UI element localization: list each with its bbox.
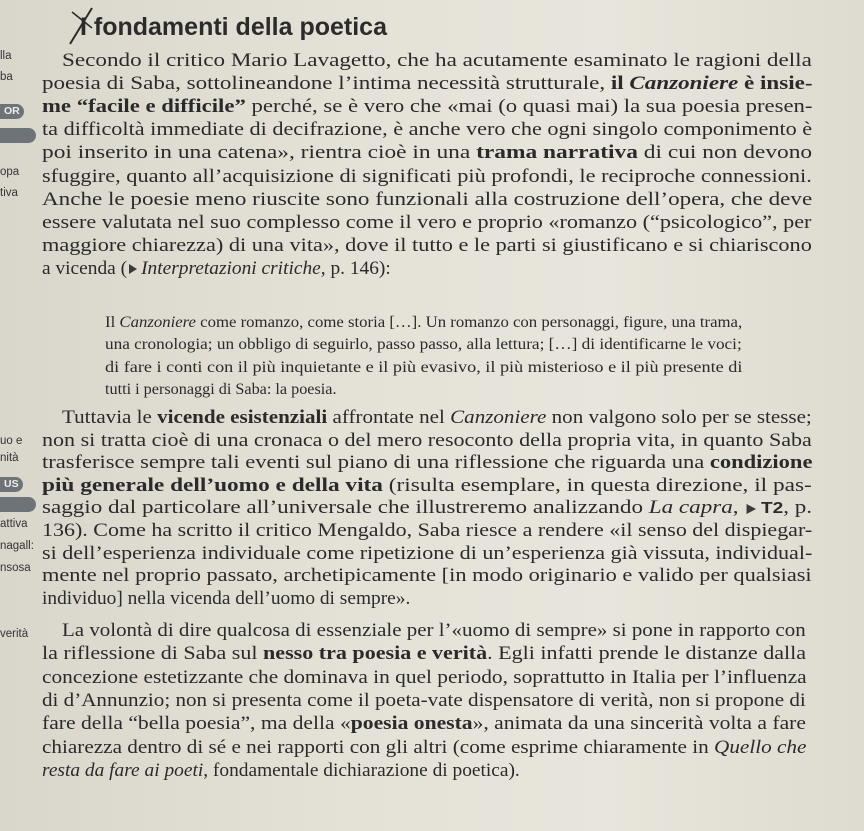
text-run: nesso tra poesia e verità xyxy=(263,643,488,665)
text-run: Secondo il critico Mario Lavagetto, che ha acutamente esaminato le ragioni della xyxy=(62,50,812,71)
text-run: non valgono solo per se stesse; xyxy=(546,407,812,428)
margin-note: attiva xyxy=(0,518,28,530)
paragraph-line xyxy=(42,235,812,257)
text-run: come romanzo, come storia […]. Un romanzo con personaggi, figure, una trama, xyxy=(195,313,743,331)
text-run: Canzoniere xyxy=(119,313,196,331)
text-run: La capra xyxy=(648,497,733,519)
text-run: affrontate nel xyxy=(327,407,451,428)
text-run: T2 xyxy=(760,500,784,518)
paragraph-line xyxy=(62,620,806,642)
paragraph-line xyxy=(42,543,812,565)
text-run: , fondamentale dichiarazione di poetica). xyxy=(203,759,520,781)
text-run: La volontà di dire qualcosa di essenziale per l’«uomo di sempre» si pone in rapporto con xyxy=(62,620,806,641)
margin-note: nsosa xyxy=(0,562,31,574)
paragraph-line xyxy=(42,588,410,610)
text-run: chiarezza dentro di sé e nei rapporti con gli altri (come esprime chiaramente in xyxy=(42,736,715,758)
paragraph-line xyxy=(42,690,806,712)
text-run: condizione xyxy=(709,452,813,474)
text-run: Interpretazioni critiche xyxy=(141,257,321,279)
text-run: di d’Annunzio; non si presenta come il poeta-vate dispensatore di verità, non si propone di xyxy=(42,689,806,711)
text-run: . Egli infatti prende le distanze dalla xyxy=(487,643,807,665)
margin-note: verità xyxy=(0,628,29,640)
paragraph-line xyxy=(42,713,806,735)
text-run: Canzoniere xyxy=(629,73,739,95)
text-run: Il xyxy=(105,313,120,331)
text-run: vicende esistenziali xyxy=(157,407,328,428)
cross-reference-arrow-icon xyxy=(129,264,137,274)
text-run: non si tratta cioè di una cronaca o del mero resoconto della propria vita, in quanto Saba xyxy=(42,429,812,451)
text-run: 136). Come ha scritto il critico Mengaldo, Saba riesce a rendere «il senso del dispiegar- xyxy=(42,520,813,541)
text-run: poi inserito in una catena», rientra cioè in una xyxy=(42,142,477,164)
paragraph-line xyxy=(42,667,807,689)
paragraph-line xyxy=(42,258,391,280)
text-run: tutti i personaggi di Saba: la poesia. xyxy=(105,379,337,398)
margin-note: lla xyxy=(0,50,12,62)
quote-line xyxy=(105,357,742,377)
paragraph-line xyxy=(42,212,811,234)
text-run: la riflessione di Saba sul xyxy=(42,643,264,665)
text-run: Canzoniere xyxy=(450,407,547,428)
paragraph-line xyxy=(42,475,812,497)
margin-note: opa xyxy=(0,166,20,178)
margin-note: tiva xyxy=(0,187,18,199)
margin-note: nità xyxy=(0,452,19,464)
section-title: I fondamenti della poetica xyxy=(80,13,387,41)
text-run: essere valutata nel suo complesso come il vero e proprio «romanzo (“psicologico”, per xyxy=(42,211,812,233)
paragraph-line xyxy=(42,96,812,118)
margin-badge: OR xyxy=(0,104,24,119)
paragraph-line xyxy=(42,430,812,452)
text-run: poesia di Saba, sottolineandone l’intima necessità strutturale, xyxy=(42,73,611,95)
quote-line xyxy=(105,312,742,332)
margin-notes xyxy=(0,0,42,831)
margin-note: ba xyxy=(0,71,13,83)
text-run: concezione estetizzante che dominava in quel periodo, soprattutto in Italia per l’influenza xyxy=(42,666,807,688)
text-run: individuo] nella vicenda dell’uomo di sempre». xyxy=(42,587,411,609)
paragraph-line xyxy=(42,643,806,665)
text-run: a vicenda ( xyxy=(42,257,128,279)
paragraph-line xyxy=(42,737,806,759)
paragraph-line xyxy=(62,50,812,72)
text-run: si dell’esperienza individuale come ripetizione di un’esperienza già vissuta, individual- xyxy=(42,542,813,564)
paragraph-line xyxy=(42,497,812,520)
paragraph-line xyxy=(42,565,812,587)
paragraph-line xyxy=(42,73,813,95)
paragraph-line xyxy=(42,119,812,141)
text-run: resta da fare ai poeti xyxy=(42,759,204,781)
text-run: saggio dal particolare all’universale che illustreremo analizzando xyxy=(42,497,649,519)
paragraph-line xyxy=(42,166,812,188)
margin-badge: US xyxy=(0,477,23,492)
paragraph-line xyxy=(42,520,812,542)
text-run: me “facile e difficile” xyxy=(42,96,246,118)
paragraph-line xyxy=(42,452,812,474)
margin-badge xyxy=(0,128,36,143)
text-run: Anche le poesie meno riuscite sono funzionali alla costruzione dell’opera, che deve xyxy=(42,188,813,210)
margin-badge xyxy=(0,497,36,512)
text-run: trama narrativa xyxy=(476,142,638,164)
quote-line xyxy=(105,379,337,399)
paragraph-line xyxy=(62,407,812,429)
quote-line xyxy=(105,334,742,354)
text-run: sfuggire, quanto all’acquisizione di significati più profondi, le reciproche connessioni. xyxy=(42,165,812,187)
text-run: fare della “bella poesia”, ma della « xyxy=(42,713,351,735)
margin-note: nagall: xyxy=(0,540,34,552)
text-run: perché, se è vero che «mai (o quasi mai) la sua poesia presen- xyxy=(245,96,813,118)
text-run: , p. xyxy=(783,497,813,519)
text-run: più generale dell’uomo e della vita xyxy=(42,474,383,496)
text-run: (risulta esemplare, in questa direzione, il pas- xyxy=(382,474,812,496)
text-run: di fare i conti con il più inquietante e il più evasivo, il più misterioso e il più presente di xyxy=(105,357,743,376)
text-run: trasferisce sempre tali eventi sul piano di una riflessione che riguarda una xyxy=(42,452,710,474)
text-run: », animata da una sincerità volta a fare xyxy=(472,713,806,735)
paragraph-line xyxy=(42,760,520,782)
text-run: mente nel proprio passato, archetipicamente [in modo originario e valido per qualsiasi xyxy=(42,565,812,587)
text-run: Tuttavia le xyxy=(62,407,158,428)
cross-reference-arrow-icon xyxy=(747,504,757,514)
text-run: una cronologia; un obbligo di seguirlo, passo passo, alla lettura; […] di identificarne le voci; xyxy=(105,335,742,354)
paragraph-line xyxy=(42,189,812,211)
text-run: , xyxy=(732,497,745,519)
text-run: Quello che xyxy=(714,736,807,758)
text-run: ta difficoltà immediate di decifrazione, è anche vero che ogni singolo componimento è xyxy=(42,119,813,141)
text-run: di cui non devono xyxy=(637,142,813,164)
text-run: poesia onesta xyxy=(350,713,473,735)
margin-note: uo e xyxy=(0,435,23,447)
text-run: maggiore chiarezza) di una vita», dove il tutto e le parti si giustificano e si chiariscono xyxy=(42,234,812,256)
text-run: , p. 146): xyxy=(320,257,391,279)
paragraph-line xyxy=(42,142,812,164)
text-run: è insie- xyxy=(738,73,813,95)
text-run: il xyxy=(610,73,630,95)
